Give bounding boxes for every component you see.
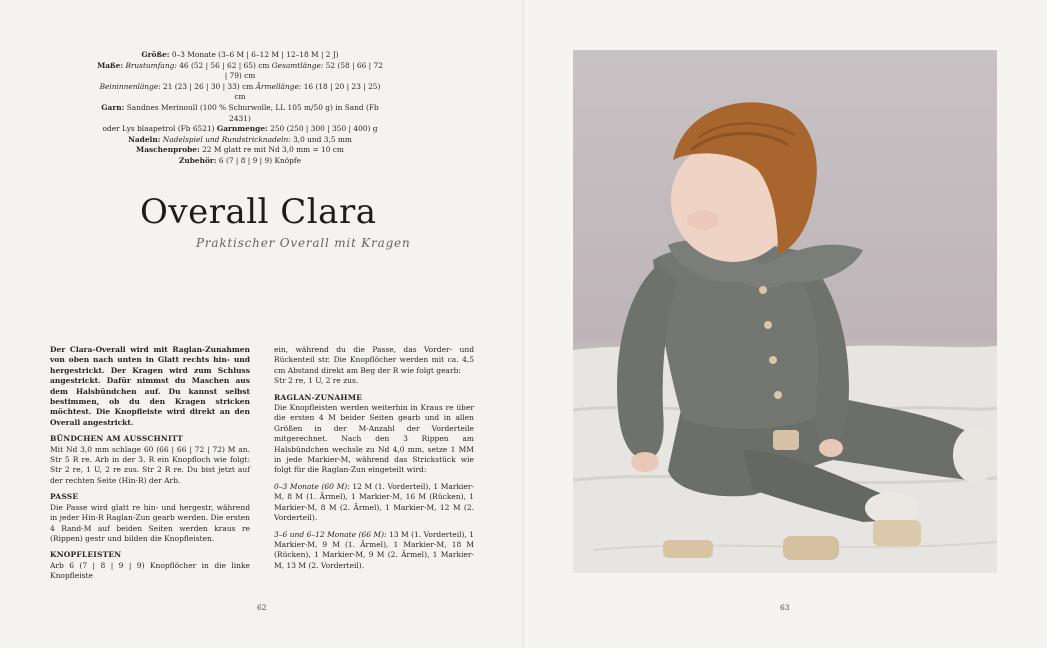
page-subtitle: Praktischer Overall mit Kragen [196,236,411,250]
page-number-right: 63 [780,603,790,612]
intro-paragraph: Der Clara-Overall wird mit Raglan-Zunahmen von oben nach unten in Glatt rechts hin- und hergestrickt. Der Kragen wird zum Schluss angestrickt. Dafür nimmst du Maschen aus dem Halsbündchen auf. Du kannst selbst bestimmen, ob du den Kragen stricken möchtest. Die Knopfleiste wird direkt an den Overall angestrickt. [50,345,250,427]
spec-notions: Zubehör: 6 (7 | 8 | 9 | 9) Knöpfe [178,155,302,165]
spec-size: Größe: 0–3 Monate (3–6 M | 6–12 M | 12–18 M | 2 J) [141,50,339,59]
paragraph: ein, während du die Passe, das Vorder- und Rückenteil str. Die Knopflöcher werden mit ca. 4,5 cm Abstand direkt am Beg der R wie folgt gearb: [274,345,474,375]
spec-yarn-amount: oder Lys blaapetrol (Fb 6521) Garnmenge: 250 (250 | 300 | 350 | 400) g [102,124,378,134]
book-gutter [521,0,525,648]
size-instruction: 3–6 und 6–12 Monate (66 M): 13 M (1. Vorderteil), 1 Markier-M, 9 M (1. Ärmel), 1 Markier-M, 18 M (Rücken), 1 Markier-M, 9 M (2. Ärmel), 1 Markier-M, 13 M (2. Vorderteil). [274,529,475,570]
baby-photo [573,50,997,573]
paragraph: Die Passe wird glatt re hin- und hergestr, während in jeder Hin-R Raglan-Zun gearb werden. Die ersten 4 Rand-M auf beiden Seiten werden kraus re (Rippen) gestr und bilden die Knopfleisten. [50,502,250,543]
pattern-specs [95,50,385,167]
baby-illustration [573,50,997,573]
spec-needles: Nadeln: Nadelspiel und Rundstricknadeln: 3,0 und 3,5 mm [128,134,352,144]
section-heading: PASSE [50,492,79,502]
paragraph: Arb 6 (7 | 8 | 9 | 9) Knopflöcher in die linke Knopfleiste [50,560,250,581]
paragraph: Die Knopfleisten werden weiterhin in Kraus re über die ersten 4 M beider Seiten gearb und in allen Größen in der M-Anzahl der Vorderteile mitgerechnet. Nach den 3 Rippen am Halsbündchen wechsle zu Nd 4,0 mm, setze 1 MM in jede Markier-M, während das Strickstück wie folgt für die Raglan-Zun eingeteilt wird: [274,403,474,475]
paragraph: Mit Nd 3,0 mm schlage 60 (66 | 66 | 72 | 72) M an. Str 5 R re. Arb in der 3. R ein Knopfloch wie folgt: Str 2 re, 1 U, 2 re zus. Str 2 R re. Du bist jetzt auf der rechten Seite (Hin-R) der Arb. [50,444,250,485]
spec-measures: Maße: Brustumfang: 46 (52 | 56 | 62 | 65) cm Gesamtlänge: 52 (58 | 66 | 72 | 79) cm [97,60,383,81]
section-heading: KNOPFLEISTEN [50,550,122,560]
text-column-right [274,345,474,577]
page-number-left: 62 [257,603,267,612]
section-heading: RAGLAN-ZUNAHME [274,392,363,402]
spec-gauge: Maschenprobe: 22 M glatt re mit Nd 3,0 mm = 10 cm [136,145,344,155]
spec-lengths: Beininnenlänge: 21 (23 | 26 | 30 | 33) cm Ärmellänge: 16 (18 | 20 | 23 | 25) cm [99,81,381,102]
paragraph: Str 2 re, 1 U, 2 re zus. [274,376,359,386]
page-title: Overall Clara [140,192,377,232]
section-heading: BÜNDCHEN AM AUSSCHNITT [50,434,183,444]
text-column-left [50,345,250,588]
spec-yarn: Garn: Sandnes Merinoull (100 % Schurwolle, LL 105 m/50 g) in Sand (Fb 2431) [101,102,379,123]
size-instruction: 0–3 Monate (60 M): 12 M (1. Vorderteil), 1 Markier-M, 8 M (1. Ärmel), 1 Markier-M, 16 M (Rücken), 1 Markier-M, 8 M (2. Ärmel), 1 Markier-M, 12 M (2. Vorderteil). [274,481,474,523]
